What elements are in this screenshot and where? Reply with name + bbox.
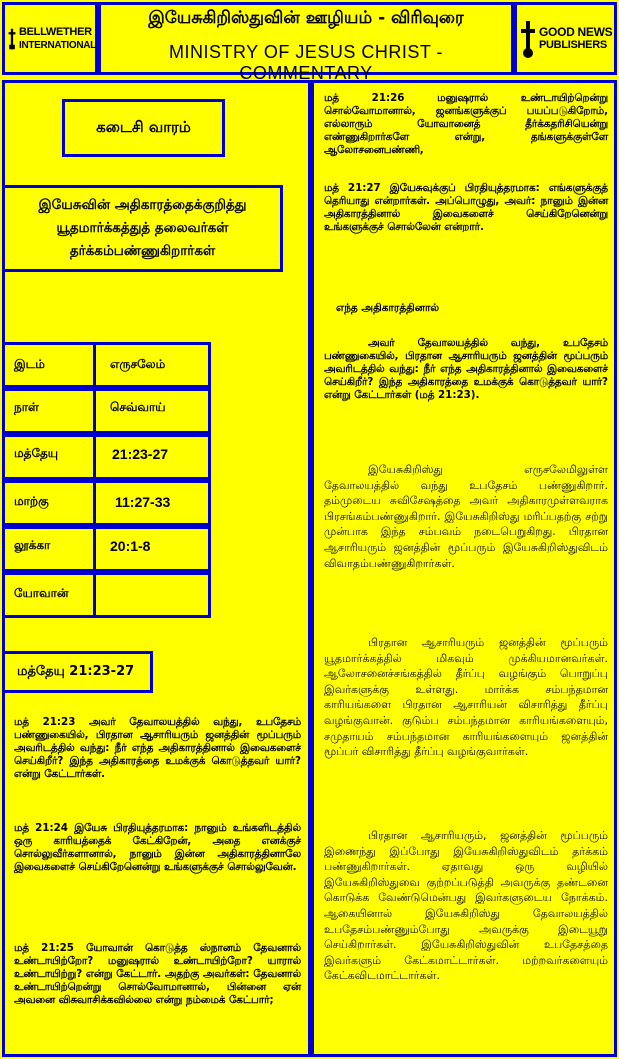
verse-21-24: மத் 21:24 இயேசு பிரதியுத்தரமாக: நானும் உங்களிடத்தில் ஒரு காரியத்தைக் கேட்கிறேன், அதை எனக்குச் சொல்லுவீர்களானால், நானும் இன்ன அதிகாரத்தினாலே இவைகளைச் செய்கிறேனென்று உங்களுக்குச் சொல்லுவேன். xyxy=(14,822,301,873)
commentary-heading: எந்த அதிகாரத்தினால் xyxy=(336,302,440,314)
left-logo xyxy=(8,16,96,62)
right-logo-line2: PUBLISHERS xyxy=(539,39,607,51)
passage-ref: மத்தேயு 21:23-27 xyxy=(17,664,135,679)
week-title: கடைசி வாரம் xyxy=(96,118,191,136)
commentary-paragraph-1: அவர் தேவாலயத்தில் வந்து, உபதேசம் பண்ணுகையில், பிரதான ஆசாரியரும் ஜனத்தின் மூப்பரும் அவரிடத்தில் வந்து: நீர் எந்த அதிகாரத்தினால் இவைகளைச் செய்கிறீர்? இந்த அதிகாரத்தை உமக்குக் கொடுத்தவர் யார்? என்று கேட்டார்கள் (மத் 21:23). xyxy=(324,337,608,401)
info-value-day: செவ்வாய் xyxy=(110,400,166,414)
right-logo xyxy=(520,16,614,62)
left-logo-line1: BELLWETHER xyxy=(18,26,92,38)
section-title: இயேசுவின் அதிகாரத்தைக்குறித்து யூதமார்க்கத்துத் தலைவர்கள் தர்க்கம்பண்ணுகிறார்கள் xyxy=(38,197,247,259)
verse-21-23: மத் 21:23 அவர் தேவாலயத்தில் வந்து, உபதேசம் பண்ணுகையில், பிரதான ஆசாரியரும் ஜனத்தின் மூப்பரும் அவரிடத்தில் வந்து: நீர் எந்த அதிகாரத்தினால் இவைகளைச் செய்கிறீர்? இந்த அதிகாரத்தை உமக்குக் கொடுத்தவர் யார்? என்று கேட்டார்கள். xyxy=(14,716,301,780)
right-logo-line1: GOOD NEWS xyxy=(539,25,613,39)
info-label-place: இடம் xyxy=(14,357,45,371)
bellwether-emblem-icon xyxy=(8,19,16,59)
info-value-matthew: 21:23-27 xyxy=(112,446,169,462)
info-value-place: எருசலேம் xyxy=(110,357,166,371)
info-label-luke: லூக்கா xyxy=(14,538,51,552)
header-title-english: MINISTRY OF JESUS CHRIST - COMMENTARY xyxy=(168,42,444,83)
verse-21-27: மத் 21:27 இயேசுவுக்குப் பிரதியுத்தரமாக: எங்களுக்குத் தெரியாது என்றார்கள். அப்பொழுது, அவர்: நானும் இன்ன அதிகாரத்தினால் இவைகளைச் செய்கிறேனென்று உங்களுக்குச் சொல்லேன் என்றார். xyxy=(324,182,608,233)
commentary-paragraph-2: இயேசுகிறிஸ்து எருசலேமிலுள்ள தேவாலயத்தில் வந்து உபதேசம் பண்ணுகிறார். தம்முடைய சுவிசேஷத்தை அவர் அதிகாரமுள்ளவராக பிரசங்கம்பண்ணுகிறார். இயேசுகிறிஸ்து மரிப்பதற்கு சற்று முன்பாக இந்த சம்பவம் நடைபெறுகிறது. பிரதான ஆசாரியரும் ஜனத்தின் மூப்பரும் இயேசுகிறிஸ்துவிடம் விவாதம்பண்ணுகிறார்கள். xyxy=(324,463,608,570)
info-label-mark: மாற்கு xyxy=(14,494,49,508)
info-value-john-cell xyxy=(93,572,211,618)
left-logo-line2: INTERNATIONAL xyxy=(18,40,96,51)
commentary-paragraph-4: பிரதான ஆசாரியரும், ஜனத்தின் மூப்பரும் இணைந்து இப்போது இயேசுகிறிஸ்துவிடம் தர்க்கம் பண்ணுகிறார்கள். ஏதாவது ஒரு வழியில் இயேசுகிறிஸ்துவை குற்றப்படுத்தி அவருக்கு தண்டனை கொடுக்க வேண்டுமென்பது இவர்களுடைய நோக்கம். ஆகையினால் இயேசுகிறிஸ்து தேவாலயத்தில் உபதேசம்பண்ணும்போது அவருக்கு இடையூறு செய்கிறார்கள். இயேசுகிறிஸ்துவின் உபதேசத்தை இவர்களும் கேட்கமாட்டார்கள். மற்றவர்களையும் கேட்கவிடமாட்டார்கள். xyxy=(324,829,608,983)
verse-21-25: மத் 21:25 யோவான் கொடுத்த ஸ்நானம் தேவனால் உண்டாயிற்றோ? மனுஷரால் உண்டாயிற்றோ? யாரால் உண்டாயிற்று? என்று கேட்டார். அதற்கு அவர்கள்: தேவனால் உண்டாயிற்றென்று சொல்வோமானால், பின்னை ஏன் அவனை விசுவாசிக்கவில்லை என்று நம்மைக் கேட்பார்; xyxy=(14,942,301,1006)
header-title-tamil: இயேசுகிறிஸ்துவின் ஊழியம் - விரிவுரை xyxy=(148,8,464,28)
info-label-john: யோவான் xyxy=(14,586,69,600)
week-title-box xyxy=(62,99,225,157)
verse-21-26: மத் 21:26 மனுஷரால் உண்டாயிற்றென்று சொல்வோமானால், ஜனங்களுக்குப் பயப்படுகிறோம், எல்லாரும் யோவானைத் தீர்க்கதரிசியென்று எண்ணுகிறார்களே என்று, தங்களுக்குள்ளே ஆலோசனைபண்ணி, xyxy=(324,92,608,156)
commentary-paragraph-3: பிரதான ஆசாரியரும் ஜனத்தின் மூப்பரும் யூதமார்க்கத்தில் மிகவும் முக்கியமானவர்கள். ஆலோசனைச்சங்கத்தில் தீர்ப்பு வழங்கும் பொறுப்பு இவர்களுக்கு உள்ளது. மார்க்க சம்பந்தமான காரியங்களை பிரதான ஆசாரியன் விசாரித்து தீர்ப்பு வழங்குவான். குடும்ப சம்பந்தமான காரியங்களையும், சமுதாயம் சம்பந்தமான காரியங்களையும் ஜனத்தின் மூப்பர் விசாரித்து தீர்ப்பு வழங்குவார்கள். xyxy=(324,636,608,759)
info-value-luke: 20:1-8 xyxy=(110,538,151,554)
good-news-emblem-icon xyxy=(520,19,536,59)
info-label-day: நாள் xyxy=(14,400,39,414)
passage-ref-box xyxy=(2,651,153,693)
info-label-matthew: மத்தேயு xyxy=(14,446,59,460)
section-title-box xyxy=(2,185,283,272)
info-value-mark: 11:27-33 xyxy=(115,494,171,510)
